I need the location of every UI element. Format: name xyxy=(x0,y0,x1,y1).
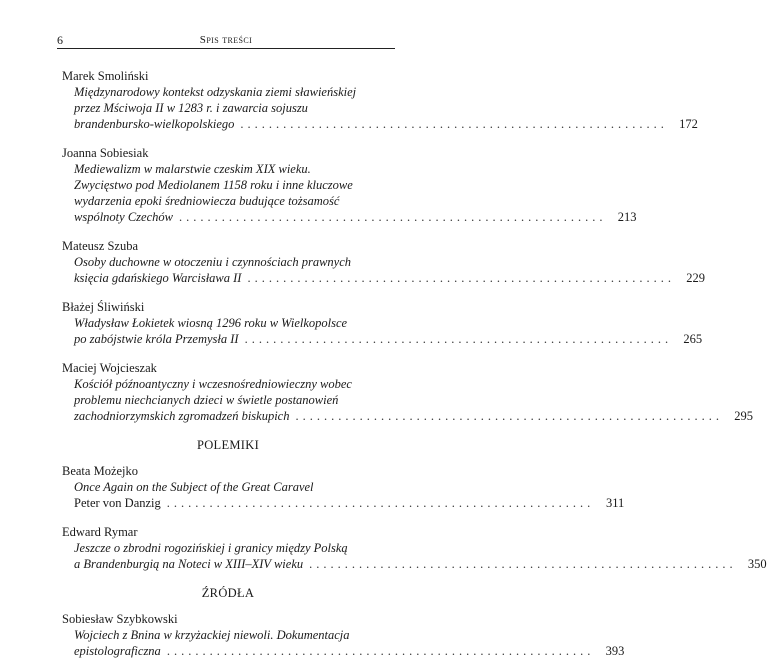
entry-title xyxy=(74,254,705,286)
table-of-contents xyxy=(62,68,767,672)
entry-title-line: Zwycięstwo pod Mediolanem 1158 roku i inne kluczowe xyxy=(74,178,353,192)
toc-entry xyxy=(62,463,625,511)
entry-title-line: wydarzenia epoki średniowiecza budujące tożsamość xyxy=(74,194,340,208)
dot-leader: ............................................................ xyxy=(240,117,668,131)
entry-title-line: zachodniorzymskich zgromadzeń biskupich xyxy=(74,409,290,423)
running-title: Spis treści xyxy=(199,34,253,46)
toc-entry xyxy=(62,524,767,572)
entry-title xyxy=(74,161,637,225)
entry-title-line: Jeszcze o zbrodni rogozińskiej i granicy między Polską xyxy=(74,541,348,555)
entry-title-line-last xyxy=(74,270,705,286)
entry-page-number: 229 xyxy=(686,271,705,285)
dot-leader: ............................................................ xyxy=(247,271,675,285)
entry-author: Sobiesław Szybkowski xyxy=(62,612,178,626)
entry-title-line: Władysław Łokietek wiosną 1296 roku w Wielkopolsce xyxy=(74,316,348,330)
entry-title-line-last xyxy=(74,331,703,347)
entry-title-line: Wojciech z Bnina w krzyżackiej niewoli. Dokumentacja xyxy=(74,628,350,642)
running-header xyxy=(57,34,395,49)
entry-page-number: 393 xyxy=(605,644,625,658)
entry-title-line-last xyxy=(74,643,625,659)
entry-title-line-last xyxy=(74,556,767,572)
entry-page-number: 311 xyxy=(605,496,625,510)
entry-author: Joanna Sobiesiak xyxy=(62,146,149,160)
dot-leader: ............................................................ xyxy=(309,557,737,571)
dot-leader: ............................................................ xyxy=(244,332,673,346)
entry-subtitle-line xyxy=(74,495,625,511)
entry-title-line: Mediewalizm w malarstwie czeskim XIX wieku. xyxy=(74,162,311,176)
entry-subtitle: Peter von Danzig xyxy=(74,496,161,510)
section-heading: POLEMIKI xyxy=(196,438,260,452)
toc-entry xyxy=(62,238,705,286)
page-number: 6 xyxy=(57,33,63,47)
entry-title xyxy=(74,627,625,659)
entry-title-line-last xyxy=(74,209,637,225)
entry-author: Mateusz Szuba xyxy=(62,239,139,253)
entry-title xyxy=(74,376,753,424)
entry-page-number: 295 xyxy=(734,409,753,423)
entry-title-line: Once Again on the Subject of the Great Caravel xyxy=(74,480,314,494)
entry-title xyxy=(74,315,703,347)
entry-title-line: problemu niechcianych dzieci w świetle postanowień xyxy=(74,393,339,407)
toc-entry xyxy=(62,145,637,225)
entry-title-line: Osoby duchowne w otoczeniu i czynnościach prawnych xyxy=(74,255,352,269)
entry-title-line: a Brandenburgią na Noteci w XIII–XIV wieku xyxy=(74,557,304,571)
entry-page-number: 350 xyxy=(747,557,767,571)
dot-leader: ............................................................ xyxy=(178,210,607,224)
toc-entry xyxy=(62,360,753,424)
entry-title-line: przez Mściwoja II w 1283 r. i zawarcia sojuszu xyxy=(74,101,308,115)
entry-title-line: wspólnoty Czechów xyxy=(74,210,173,224)
entry-title-line-last xyxy=(74,408,753,424)
dot-leader: ............................................................ xyxy=(166,496,595,510)
entry-author: Beata Możejko xyxy=(62,464,139,478)
entry-author: Edward Rymar xyxy=(62,525,138,539)
section-heading: ŹRÓDŁA xyxy=(201,586,255,600)
entry-author: Błażej Śliwiński xyxy=(62,300,145,314)
entry-page-number: 213 xyxy=(617,210,637,224)
dot-leader: ............................................................ xyxy=(295,409,723,423)
toc-entry xyxy=(62,611,625,659)
entry-title-line: księcia gdańskiego Warcisława II xyxy=(74,271,242,285)
entry-page-number: 172 xyxy=(679,117,698,131)
entry-author: Maciej Wojcieszak xyxy=(62,361,157,375)
entry-page-number: 265 xyxy=(683,332,703,346)
entry-title-line: brandenbursko-wielkopolskiego xyxy=(74,117,235,131)
toc-entry xyxy=(62,68,698,132)
entry-author: Marek Smoliński xyxy=(62,69,149,83)
dot-leader: ............................................................ xyxy=(166,644,595,658)
entry-title-line: epistolograficzna xyxy=(74,644,161,658)
entry-title xyxy=(74,540,767,572)
entry-title-line: Kościół późnoantyczny i wczesnośredniowieczny wobec xyxy=(74,377,352,391)
entry-title xyxy=(74,479,394,495)
entry-title-line-last xyxy=(74,116,698,132)
toc-entry xyxy=(62,299,703,347)
entry-title-line: po zabójstwie króla Przemysła II xyxy=(74,332,239,346)
entry-title-line: Międzynarodowy kontekst odzyskania ziemi sławieńskiej xyxy=(74,85,357,99)
entry-title xyxy=(74,84,698,132)
